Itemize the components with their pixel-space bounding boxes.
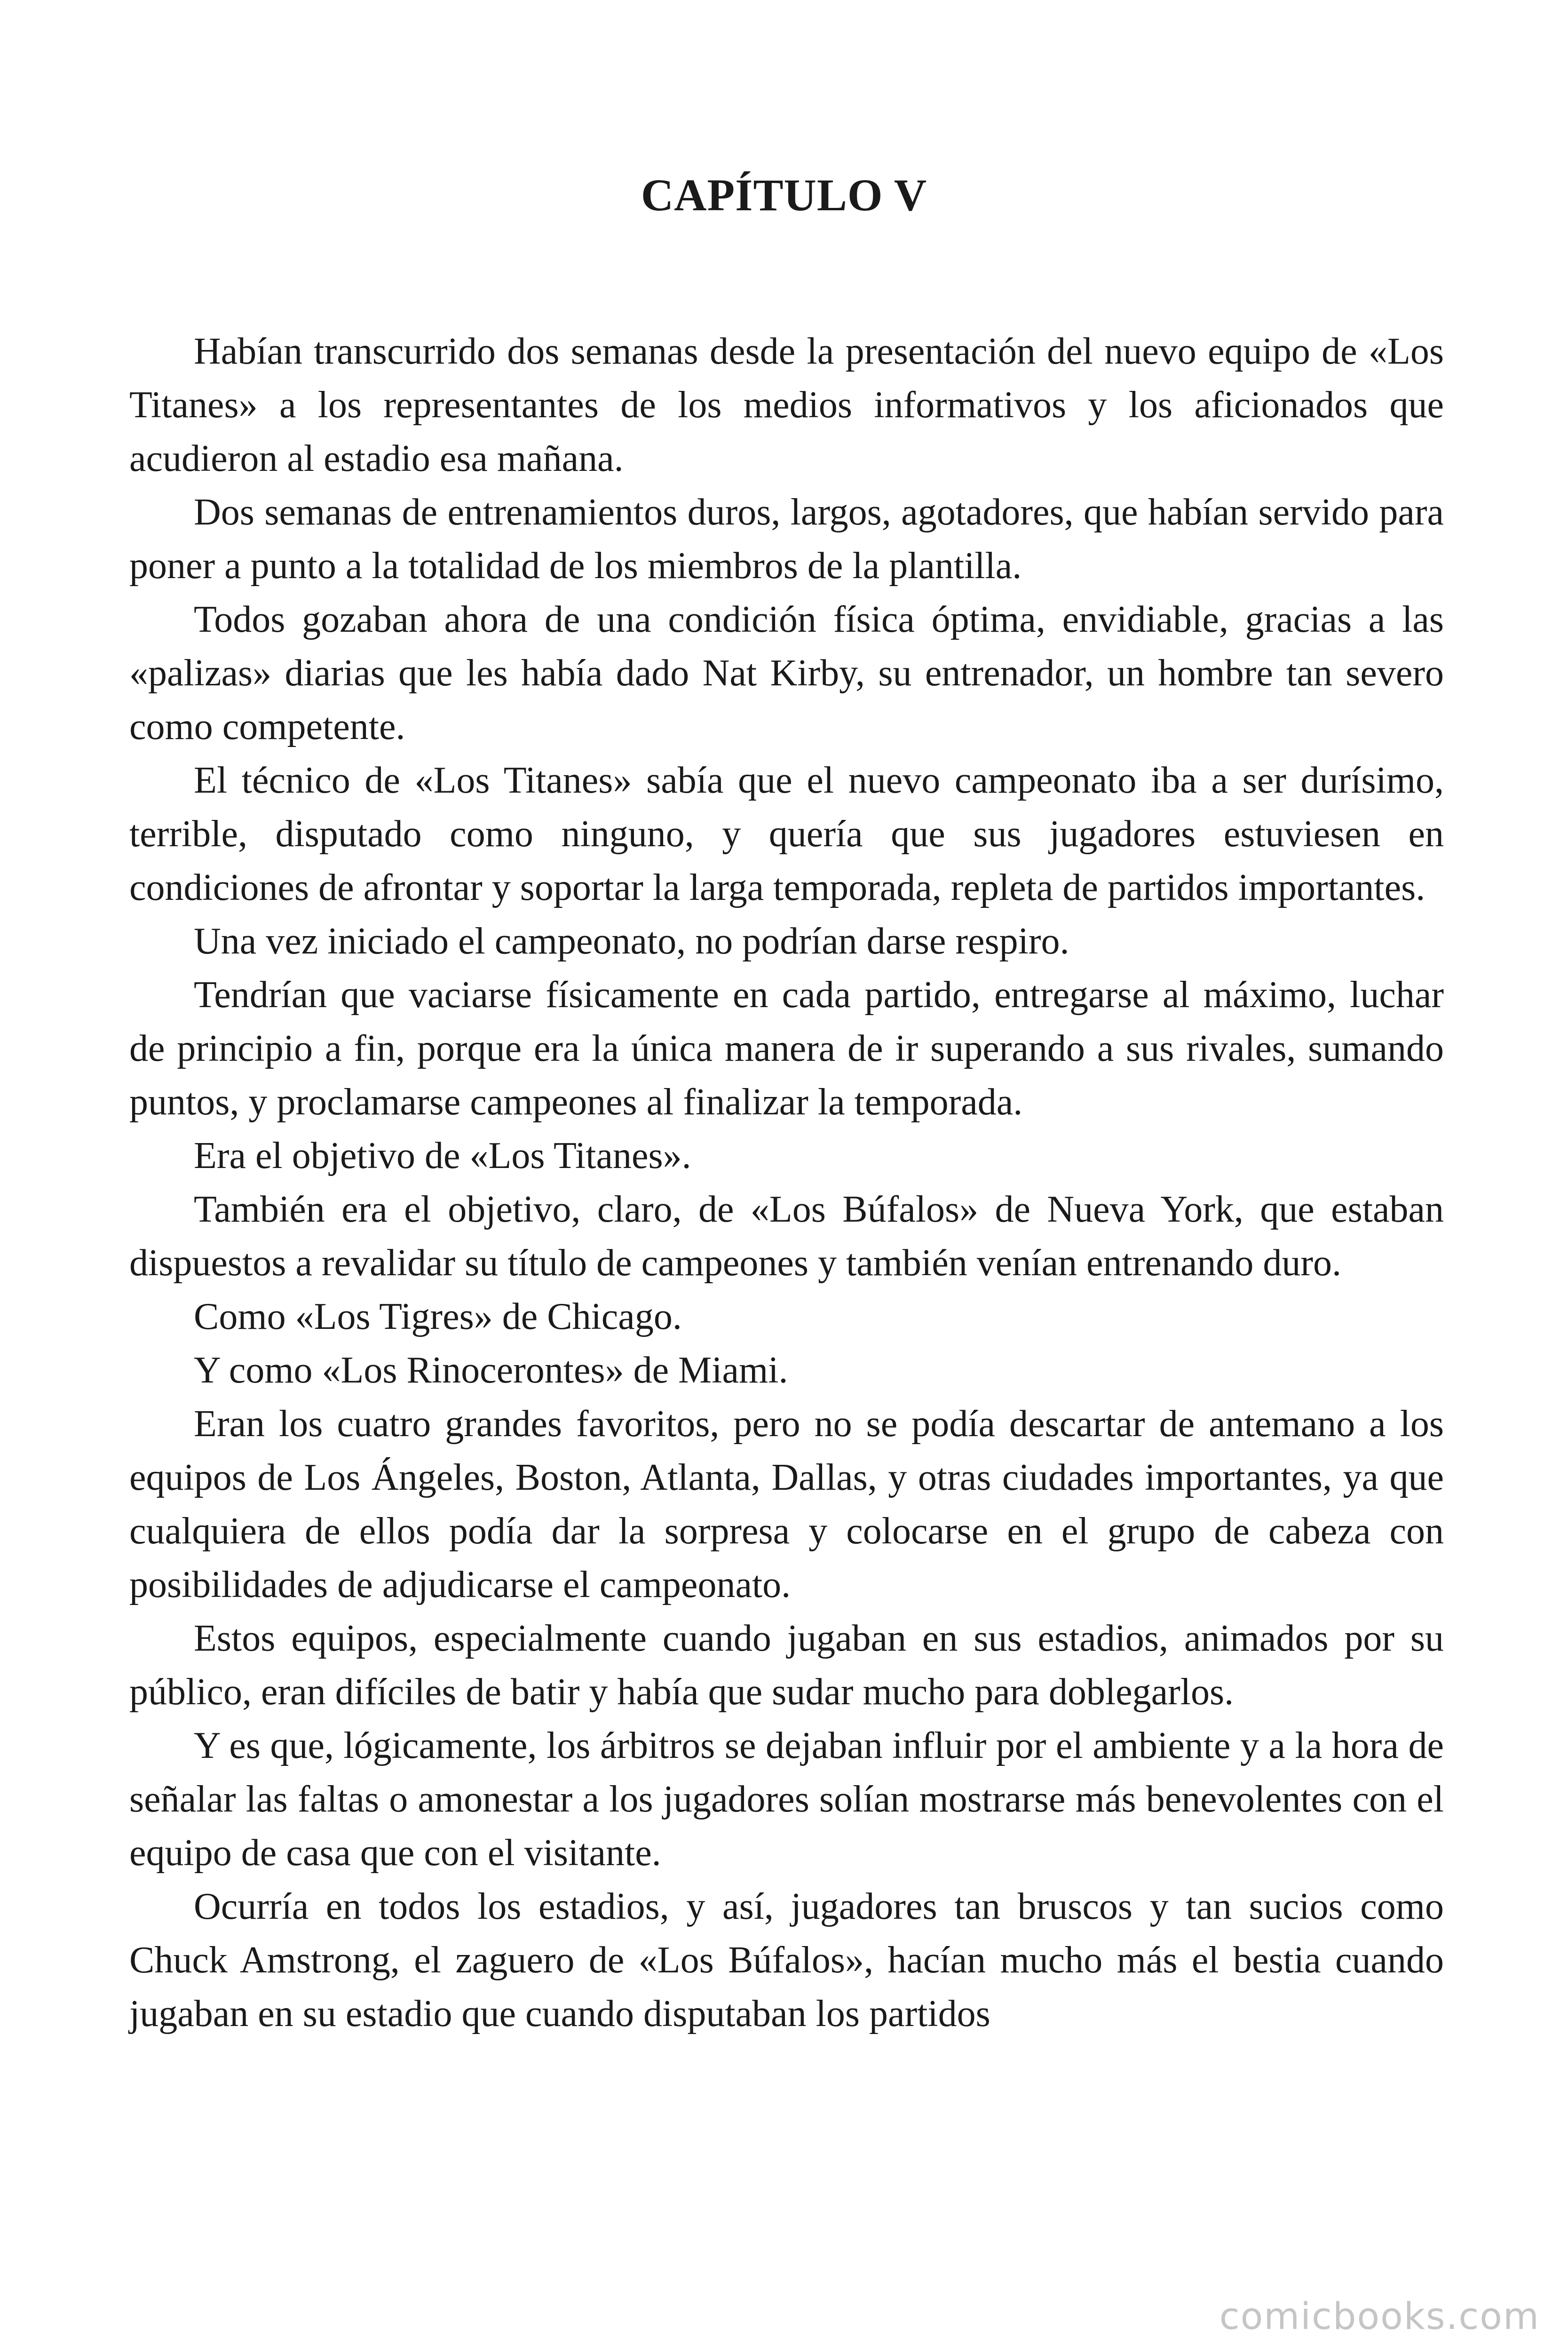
paragraph: También era el objetivo, claro, de «Los Búfalos» de Nueva York, que estaban dispuestos a revalidar su título de campeones y también venían entrenando duro.: [129, 1189, 1444, 1284]
paragraph: Y es que, lógicamente, los árbitros se dejaban influir por el ambiente y a la hora de señalar las faltas o amonestar a los jugadores solían mostrarse más benevolentes con el equipo de casa que con el visitante.: [129, 1725, 1444, 1874]
paragraph: Como «Los Tigres» de Chicago.: [194, 1296, 682, 1337]
paragraph: Dos semanas de entrenamientos duros, largos, agotadores, que habían servido para poner a punto a la totalidad de los miembros de la plantilla.: [129, 492, 1444, 587]
chapter-title: CAPÍTULO V: [641, 170, 927, 220]
paragraph: Estos equipos, especialmente cuando jugaban en sus estadios, animados por su público, eran difíciles de batir y había que sudar mucho para doblegarlos.: [129, 1618, 1444, 1713]
paragraph: Era el objetivo de «Los Titanes».: [194, 1135, 691, 1176]
watermark: comicbooks.com: [1219, 2296, 1540, 2338]
paragraph: Tendrían que vaciarse físicamente en cada partido, entregarse al máximo, luchar de principio a fin, porque era la única manera de ir superando a sus rivales, sumando puntos, y proclamarse campeones al finalizar la temporada.: [129, 974, 1444, 1123]
paragraph: Todos gozaban ahora de una condición física óptima, envidiable, gracias a las «palizas» diarias que les había dado Nat Kirby, su entrenador, un hombre tan severo como competente.: [129, 599, 1444, 747]
paragraph: Y como «Los Rinocerontes» de Miami.: [194, 1350, 788, 1391]
paragraph: Ocurría en todos los estadios, y así, jugadores tan bruscos y tan sucios como Chuck Amstrong, el zaguero de «Los Búfalos», hacían mucho más el bestia cuando jugaban en su estadio que cuando disputaban los partidos: [129, 1886, 1444, 2034]
paragraph: Eran los cuatro grandes favoritos, pero no se podía descartar de antemano a los equipos de Los Ángeles, Boston, Atlanta, Dallas, y otras ciudades importantes, ya que cualquiera de ellos podía dar la sorpresa y colocarse en el grupo de cabeza con posibilidades de adjudicarse el campeonato.: [129, 1403, 1444, 1605]
paragraph: Una vez iniciado el campeonato, no podrían darse respiro.: [194, 921, 1069, 962]
paragraph: El técnico de «Los Titanes» sabía que el nuevo campeonato iba a ser durísimo, terrible, disputado como ninguno, y quería que sus jugadores estuviesen en condiciones de afrontar y soportar la larga temporada, repleta de partidos importantes.: [129, 760, 1444, 908]
chapter-body: [129, 325, 1444, 2041]
paragraph: Habían transcurrido dos semanas desde la presentación del nuevo equipo de «Los Titanes» a los representantes de los medios informativos y los aficionados que acudieron al estadio esa mañana.: [129, 331, 1444, 479]
